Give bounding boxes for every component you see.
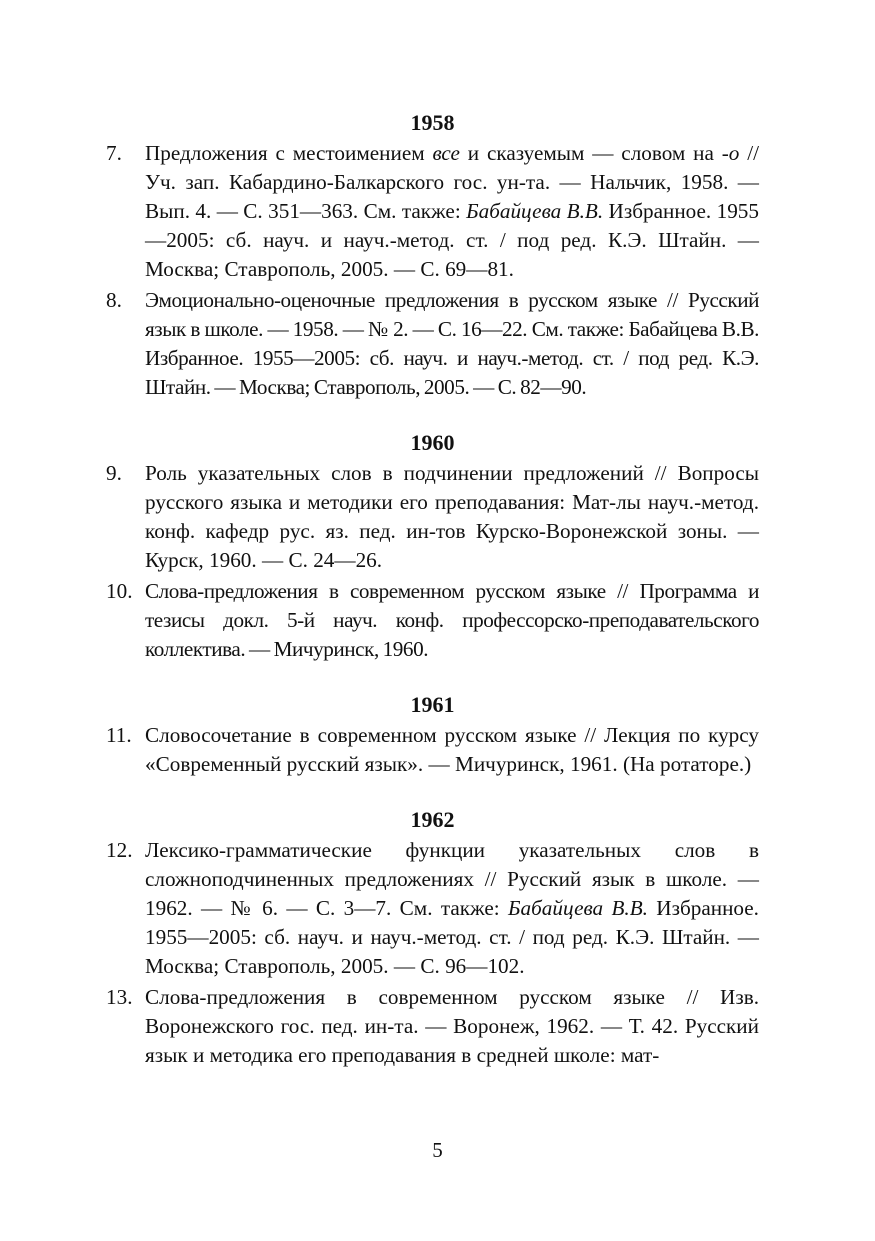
bibliography-entry — [106, 286, 759, 402]
bibliography-entry — [106, 459, 759, 575]
bibliography-entry — [106, 983, 759, 1070]
entry-number: 11. — [106, 723, 132, 747]
entry-text-segment: Лексико-грамматические функции указательных слов в сложноподчиненных предложениях // Русский язык в школе. — 1962. — № 6. — С. 3—7. См. также: — [145, 838, 759, 920]
entry-text-segment: Предложения с местоимением — [145, 141, 433, 165]
entry-text-italic: Бабайцева В.В. — [508, 896, 648, 920]
year-heading: 1962 — [410, 807, 455, 832]
entry-number: 9. — [106, 461, 122, 485]
bibliography-entry — [106, 721, 759, 779]
entry-text-segment: Избранное. 1955—2005: сб. науч. и науч.-метод. ст. / под ред. К.Э. Штайн. — Москва; Ставрополь, 2005. — С. 96—102. — [145, 896, 759, 978]
entry-number: 10. — [106, 579, 133, 603]
bibliography-entry — [106, 836, 759, 981]
entry-text-segment: Словосочетание в современном русском языке // Лекция по курсу «Современный русский язык». — Мичуринск, 1961. (На ротаторе.) — [145, 723, 759, 776]
bibliography-entry — [106, 139, 759, 284]
page-number: 5 — [432, 1138, 443, 1162]
entry-text-segment: Слова-предложения в современном русском языке // Изв. Воронежского гос. пед. ин-та. — Воронеж, 1962. — Т. 42. Русский язык и методика его преподавания в средней школе: мат- — [145, 985, 759, 1067]
entry-text-segment: Роль указательных слов в подчинении предложений // Вопросы русского языка и методики его преподавания: Мат-лы науч.-метод. конф. кафедр рус. яз. пед. ин-тов Курско-Воронежской зоны. — Курск, 1960. — С. 24—26. — [145, 461, 759, 572]
entry-text — [145, 139, 759, 284]
entry-text-italic: Бабайцева В.В. — [466, 199, 604, 223]
bibliography-list — [106, 108, 759, 1072]
entry-text-segment: Эмоционально-оценочные предложения в русском языке // Русский язык в школе. — 1958. — № 2. — С. 16—22. См. также: Бабайцева В.В. Избранное. 1955—2005: сб. науч. и науч.-метод. ст. / под ред. К.Э. Штайн. — Москва; Ставрополь, 2005. — С. 82—90. — [145, 288, 759, 399]
entry-text-segment: и сказуемым — словом на - — [459, 141, 729, 165]
entry-number: 12. — [106, 838, 133, 862]
entry-text-segment: Избранное. 1955—2005: сб. науч. и науч.-метод. ст. / под ред. К.Э. Штайн. — Москва; Ставрополь, 2005. — С. 69—81. — [145, 199, 759, 281]
entry-text-italic: все — [432, 141, 460, 165]
year-heading: 1958 — [410, 110, 455, 135]
entry-text — [145, 459, 759, 575]
entry-text — [145, 836, 759, 981]
entry-text — [145, 983, 759, 1070]
entry-text-segment: Слова-предложения в современном русском языке // Программа и тезисы докл. 5-й науч. конф. профессорско-преподавательского коллектива. — Мичуринск, 1960. — [145, 579, 759, 661]
entry-text-italic: о — [728, 141, 740, 165]
year-heading: 1961 — [410, 692, 455, 717]
entry-number: 7. — [106, 141, 122, 165]
entry-number: 13. — [106, 985, 133, 1009]
entry-number: 8. — [106, 288, 122, 312]
entry-text — [145, 577, 759, 664]
bibliography-entry — [106, 577, 759, 664]
entry-text-segment: // Уч. зап. Кабардино-Балкарского гос. ун-та. — Нальчик, 1958. — Вып. 4. — С. 351—363. См. также: — [145, 141, 759, 223]
entry-text — [145, 721, 759, 779]
entry-text — [145, 286, 759, 402]
year-heading: 1960 — [410, 430, 455, 455]
